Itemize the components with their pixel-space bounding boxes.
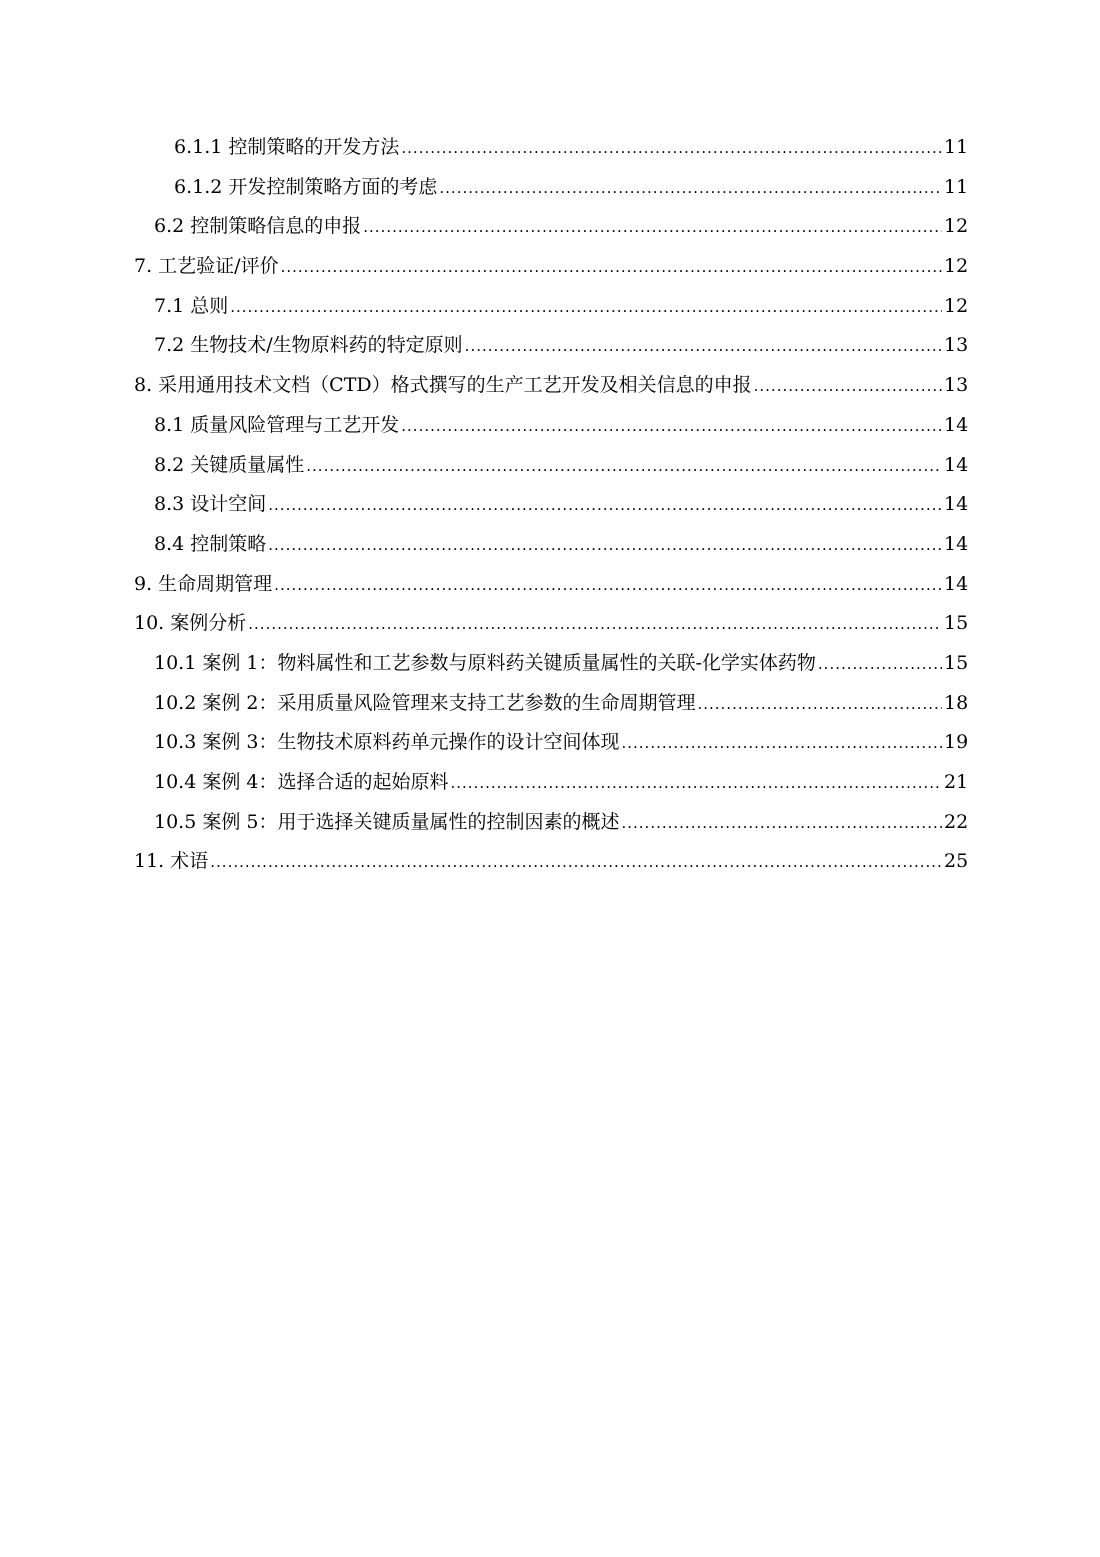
toc-entry-title: 7.2 生物技术/生物原料药的特定原则 [154,334,463,357]
toc-entry-title: 8.1 质量风险管理与工艺开发 [154,413,400,436]
toc-page-number: 14 [944,453,969,476]
toc-entry[interactable] [0,644,1100,684]
toc-page-number: 12 [944,215,969,238]
toc-page-number: 22 [944,810,969,833]
toc-entry[interactable] [0,842,1100,882]
toc-page-number: 14 [944,493,969,516]
toc-entry[interactable] [0,723,1100,763]
toc-entry[interactable] [0,287,1100,327]
toc-entry[interactable] [0,803,1100,843]
toc-entry[interactable] [0,247,1100,287]
toc-entry-title: 11. 术语 [134,850,209,873]
toc-entry-title: 10.3 案例 3：生物技术原料药单元操作的设计空间体现 [154,731,620,754]
toc-page-number: 13 [944,374,969,397]
toc-dot-leader [268,526,942,566]
toc-entry[interactable] [0,128,1100,168]
toc-entry-title: 7.1 总则 [154,294,229,317]
toc-page-number: 15 [944,651,969,674]
toc-entry[interactable] [0,604,1100,644]
toc-dot-leader [818,645,942,685]
toc-entry-title: 6.1.2 开发控制策略方面的考虑 [174,175,438,198]
toc-entry-title: 8.3 设计空间 [154,493,267,516]
toc-entry-title: 8.2 关键质量属性 [154,453,305,476]
toc-entry-title: 8.4 控制策略 [154,532,267,555]
toc-page-number: 14 [944,413,969,436]
toc-dot-leader [268,486,942,526]
toc-page-number: 11 [944,136,969,158]
toc-entry-title: 9. 生命周期管理 [134,572,273,595]
toc-page-number: 21 [944,771,969,793]
toc-entry-title: 8. 采用通用技术文档（CTD）格式撰写的生产工艺开发及相关信息的申报 [134,374,752,397]
toc-entry-title: 10.4 案例 4：选择合适的起始原料 [154,771,449,793]
toc-page-number: 15 [944,612,969,635]
toc-entry-title: 10.1 案例 1：物料属性和工艺参数与原料药关键质量属性的关联-化学实体药物 [154,651,816,674]
toc-entry[interactable] [0,446,1100,486]
toc-page-number: 14 [944,572,969,595]
toc-dot-leader [450,764,942,804]
toc-entry[interactable] [0,763,1100,803]
toc-dot-leader [401,129,942,169]
toc-dot-leader [210,843,942,883]
toc-entry[interactable] [0,565,1100,605]
toc-entry-title: 7. 工艺验证/评价 [134,255,279,278]
toc-page-number: 19 [944,731,969,754]
toc-page-number: 11 [944,175,969,198]
toc-dot-leader [754,367,942,407]
table-of-contents [0,128,1100,882]
toc-dot-leader [281,248,942,288]
toc-entry[interactable] [0,366,1100,406]
toc-page-number: 12 [944,255,969,278]
toc-dot-leader [363,208,942,248]
toc-page-number: 25 [944,850,969,873]
toc-dot-leader [697,685,942,725]
toc-entry[interactable] [0,207,1100,247]
toc-dot-leader [274,566,942,606]
toc-entry[interactable] [0,684,1100,724]
toc-entry-title: 10. 案例分析 [134,612,247,635]
toc-dot-leader [248,605,942,645]
toc-dot-leader [621,804,942,844]
toc-dot-leader [230,288,942,328]
toc-dot-leader [439,169,942,209]
toc-dot-leader [306,447,942,487]
toc-entry[interactable] [0,525,1100,565]
toc-dot-leader [621,724,942,764]
toc-entry-title: 6.2 控制策略信息的申报 [154,215,362,238]
toc-page-number: 13 [944,334,969,357]
toc-entry[interactable] [0,326,1100,366]
toc-page-number: 12 [944,294,969,317]
toc-entry-title: 10.2 案例 2：采用质量风险管理来支持工艺参数的生命周期管理 [154,691,696,714]
toc-entry-title: 10.5 案例 5：用于选择关键质量属性的控制因素的概述 [154,810,620,833]
toc-dot-leader [401,407,942,447]
toc-page-number: 14 [944,532,969,555]
toc-entry[interactable] [0,168,1100,208]
toc-dot-leader [465,327,942,367]
toc-entry[interactable] [0,485,1100,525]
toc-entry[interactable] [0,406,1100,446]
toc-entry-title: 6.1.1 控制策略的开发方法 [174,136,400,158]
toc-page-number: 18 [944,691,969,714]
